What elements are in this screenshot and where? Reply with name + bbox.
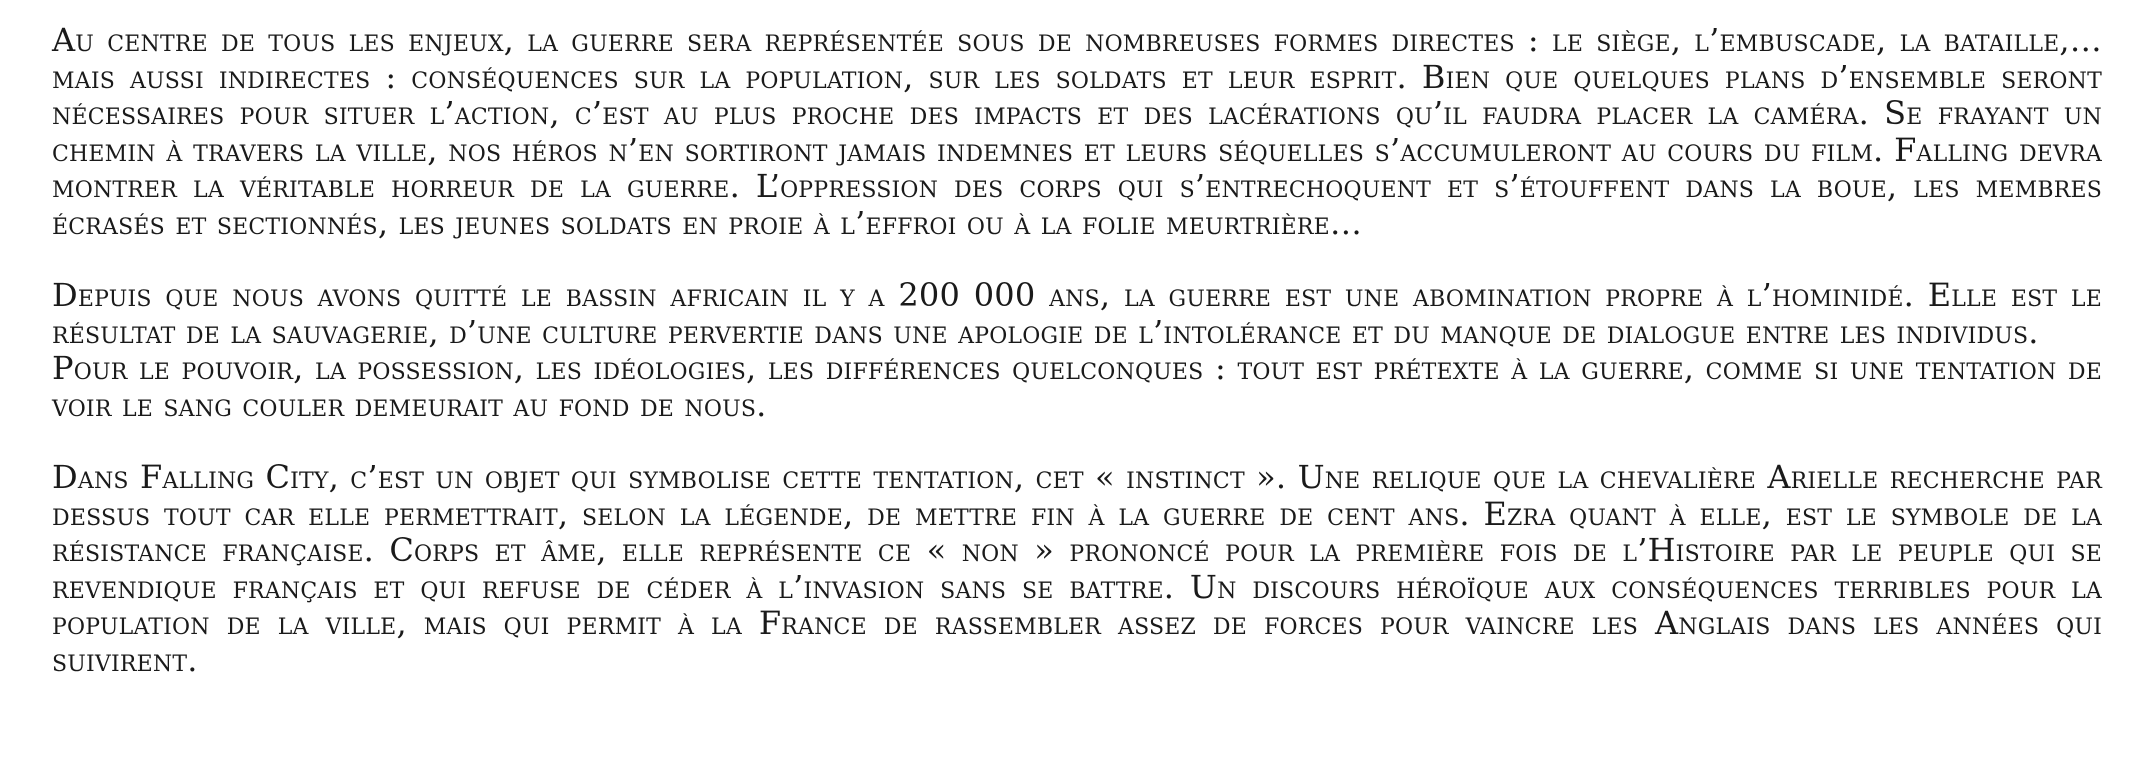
paragraph-war-pretexts: Pour le pouvoir, la possession, les idéologies, les différences quelconques : tout est prétexte à la guerre, comme si une tentation de voir le sang couler demeurait au fond de nous. bbox=[52, 349, 2102, 424]
paragraph-war-representation: Au centre de tous les enjeux, la guerre sera représentée sous de nombreuses formes directes : le siège, l’embuscade, la bataille,… mais aussi indirectes : conséquences sur la population, sur les soldats et leur esprit. Bien que quelques plans d’ensemble seront nécessaires pour situer l’action, c’est au plus proche des impacts et des lacérations qu’il faudra placer la caméra. Se frayant un chemin à travers la ville, nos héros n’en sortiront jamais indemnes et leurs séquelles s’accumuleront au cours du film. Falling devra montrer la véritable horreur de la guerre. L’oppression des corps qui s’entrechoquent et s’étouffent dans la boue, les membres écrasés et sectionnés, les jeunes soldats en proie à l’effroi ou à la folie meurtrière… bbox=[52, 21, 2102, 242]
paragraph-falling-city: Dans Falling City, c’est un objet qui symbolise cette tentation, cet « instinct ». Une relique que la chevalière Arielle recherche par dessus tout car elle permettrait, selon la légende, de mettre fin à la guerre de cent ans. Ezra quant à elle, est le symbole de la résistance française. Corps et âme, elle représente ce « non » prononcé pour la première fois de l’Histoire par le peuple qui se revendique français et qui refuse de céder à l’invasion sans se battre. Un discours héroïque aux conséquences terribles pour la population de la ville, mais qui permit à la France de rassembler assez de forces pour vaincre les Anglais dans les années qui suivirent. bbox=[52, 458, 2102, 679]
paragraph-war-origins: Depuis que nous avons quitté le bassin africain il y a 200 000 ans, la guerre est une abomination propre à l’hominidé. Elle est le résultat de la sauvagerie, d’une culture pervertie dans une apologie de l’intolérance et du manque de dialogue entre les individus. bbox=[52, 276, 2102, 351]
document-body bbox=[52, 22, 2102, 678]
